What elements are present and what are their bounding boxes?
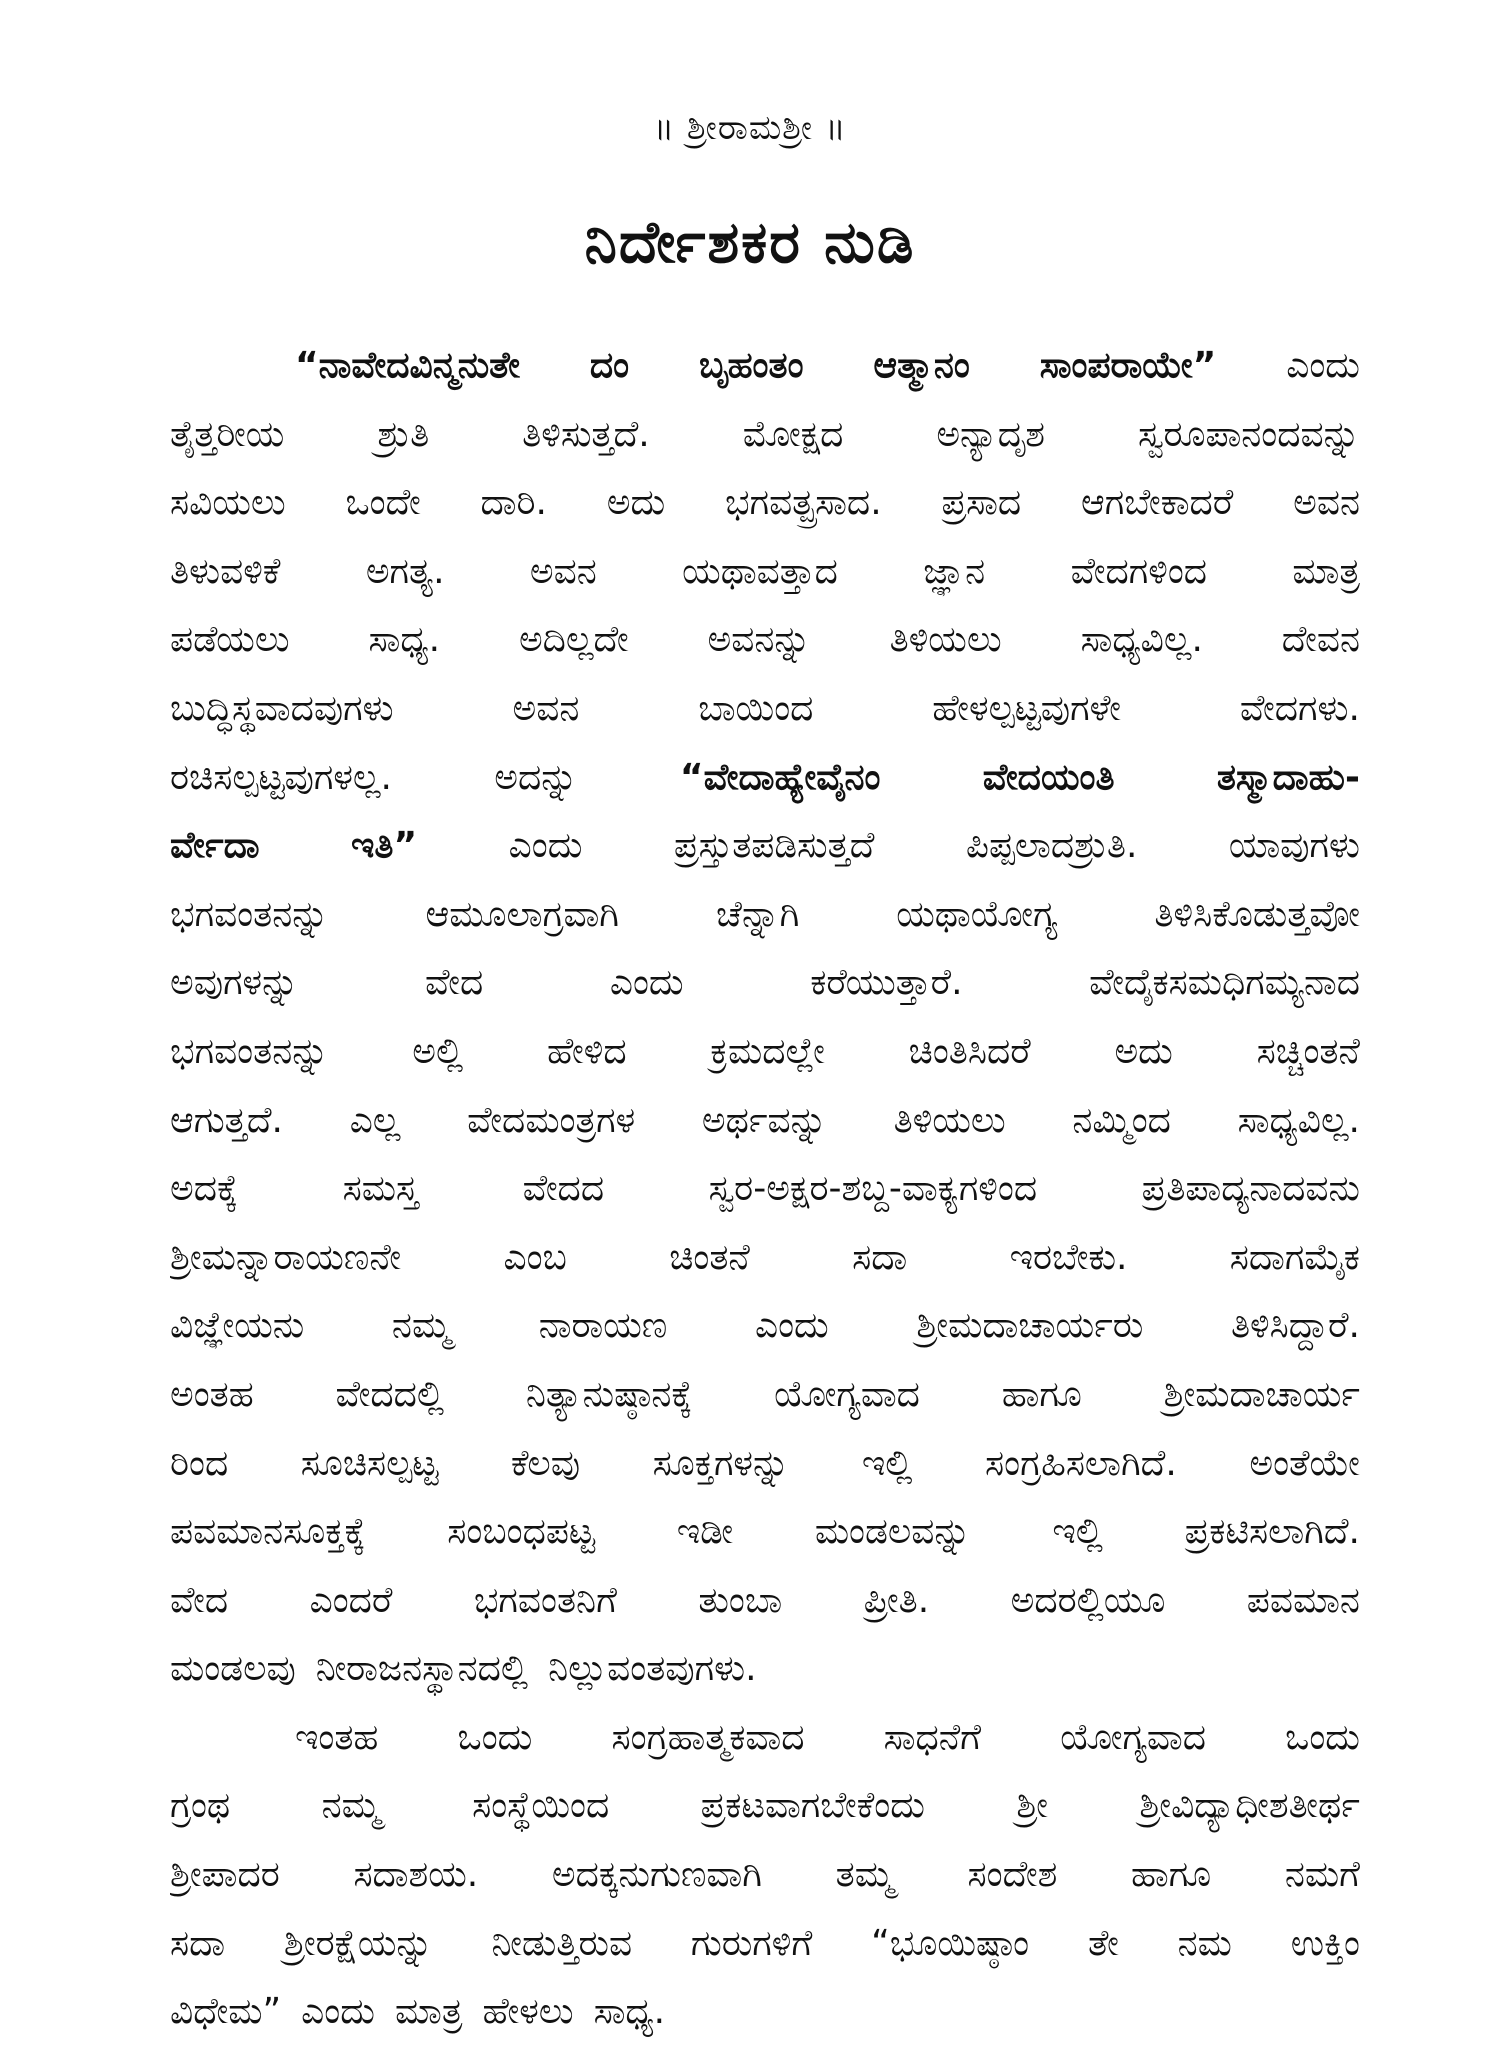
word: ಅದಿಲ್ಲದೇ [518,619,629,661]
word: ಚಿಂತಿಸಿದರೆ [908,1030,1031,1072]
word: ತಿಳಿಸಿದ್ದಾರೆ. [1230,1305,1360,1347]
bold-word: ಬೃಹಂತಂ [699,345,804,386]
word: ಪವಮಾನ [1246,1579,1360,1621]
word: ಹೇಳಲ್ಪಟ್ಟವುಗಳೇ [932,687,1121,729]
word: ಸಾಧನೆಗೆ [883,1716,982,1758]
word: ಅಲ್ಲಿ [412,1030,464,1072]
word: ನಿತ್ಯಾನುಷ್ಠಾನಕ್ಕೆ [525,1373,693,1415]
word: ವಿಜ್ಞೇಯನು [170,1305,305,1347]
word: ತಿಳಿಯಲು [893,1099,1006,1141]
word: ಅದು [606,482,666,524]
word: ಎಂದು [508,825,583,867]
word: ಅವನನ್ನು [707,619,811,661]
word: ದಾರಿ. [480,482,547,524]
word: ನಮ್ಮ [391,1305,452,1347]
word: ಮಂಡಲವು [170,1648,296,1690]
word: ಸದಾ [170,1922,226,1964]
word: ನಮಗೆ [1284,1854,1360,1896]
word: ವೇದಗಳು. [1239,687,1360,729]
bold-word: ಇತಿ” [351,825,418,867]
word: ತಿಳಿಸಿಕೊಡುತ್ತವೋ [1154,893,1360,935]
text-line [170,1018,1360,1087]
word: ಪ್ರಸ್ತುತಪಡಿಸುತ್ತದೆ [673,825,875,867]
word: ಸಚ್ಚಿಂತನೆ [1256,1030,1360,1072]
text-line [170,1978,1360,2047]
word: ಜ್ಞಾನ [923,550,986,592]
word: ಒಂದು [1285,1716,1360,1758]
word: ಬಾಯಿಂದ [698,687,814,729]
text-line [170,1772,1360,1841]
word: ರಚಿಸಲ್ಪಟ್ಟವುಗಳಲ್ಲ. [170,756,392,798]
bold-word: ವೇದಯಂತಿ [982,756,1115,798]
word: ಸದಾಶಯ. [353,1854,479,1896]
word: ತಿಳುವಳಿಕೆ [170,550,281,592]
word: ಮಾತ್ರ [1292,550,1360,592]
word: ಸಂಗ್ರಹಾತ್ಮಕವಾದ [611,1716,805,1758]
word: ಸಾಧ್ಯವಿಲ್ಲ. [1237,1099,1360,1141]
text-line [170,1430,1360,1499]
word: ಕ್ರಮದಲ್ಲೇ [710,1030,825,1072]
word: ಇಲ್ಲಿ [1052,1511,1103,1553]
text-line [170,1361,1360,1430]
word: ತಿಳಿಸುತ್ತದೆ. [522,413,650,455]
bold-word: ದಂ [589,345,630,386]
word: ಸಂಸ್ಥೆಯಿಂದ [472,1785,610,1827]
word: ಇಡೀ [676,1511,734,1553]
text-line [170,1841,1360,1910]
word: ಅನ್ಯಾದೃಶ [936,413,1045,455]
word: ತಮ್ಮ [835,1854,894,1896]
word: ಯೋಗ್ಯವಾದ [774,1373,920,1415]
word: ಹೇಳಿದ [546,1030,627,1072]
text-line [170,1635,1360,1704]
word: ಅವನ [512,687,580,729]
bold-word: “ನಾವೇದವಿನ್ಮನುತೇ [295,345,521,386]
word: ವೇದದಲ್ಲಿ [335,1373,445,1415]
word: “ಭೂಯಿಷ್ಠಾಂ [871,1922,1030,1964]
word: ಶ್ರೀವಿದ್ಯಾಧೀಶತೀರ್ಥ [1139,1785,1360,1827]
word: ತೈತ್ತರೀಯ [170,413,285,455]
word: ನಾರಾಯಣ [538,1305,668,1347]
word: ಸದಾಗಮೈಕ [1229,1236,1360,1278]
word: ಶ್ರೀಮದಾಚಾರ್ಯ [1163,1373,1360,1415]
word: ತುಂಬಾ [698,1579,783,1621]
word: ವೇದಗಳಿಂದ [1070,550,1208,592]
word: ವೇದದ [522,1168,605,1210]
word: ಭಗವಂತನನ್ನು [170,893,329,935]
word: ನಮ್ಮ [321,1785,381,1827]
word: ಸಂಗ್ರಹಿಸಲಾಗಿದೆ. [985,1442,1177,1484]
word: ಬುದ್ಧಿಸ್ಥವಾದವುಗಳು [170,687,394,729]
word: ಒಂದು [457,1716,533,1758]
word: ಅಂತಹ [170,1373,254,1415]
word: ಶ್ರೀ [1016,1785,1049,1827]
text-line [170,332,1360,401]
page-title: ನಿರ್ದೇಶಕರ ನುಡಿ [584,208,916,276]
word: ಯಥಾವತ್ತಾದ [682,550,838,592]
body-text [170,332,1360,2047]
text-line [170,469,1360,538]
word: ವೇದ [170,1579,229,1621]
word: ಎಂಬ [503,1236,567,1278]
word: ಇರಬೇಕು. [1009,1236,1128,1278]
bold-word: ಸಾಂಪರಾಯೇ” [1039,345,1217,386]
text-line [170,949,1360,1018]
text-line [170,1498,1360,1567]
word: ಶ್ರೀಮದಾಚಾರ್ಯರು [916,1305,1144,1347]
text-line [170,1910,1360,1979]
word: ತಿಳಿಯಲು [889,619,1002,661]
word: ನೀಡುತ್ತಿರುವ [491,1922,633,1964]
word: ಅದಕ್ಕನುಗುಣವಾಗಿ [551,1854,762,1896]
word: ಇಲ್ಲಿ [861,1442,913,1484]
word: ಗುರುಗಳಿಗೆ [690,1922,813,1964]
page-invocation: ॥ ಶ್ರೀರಾಮಶ್ರೀ ॥ [653,108,847,148]
word: ಒಂದೇ [345,482,421,524]
word: ನಮ್ಮಿಂದ [1072,1099,1171,1141]
word: ಆಗುತ್ತದೆ. [170,1099,283,1141]
text-line [170,744,1360,813]
text-line [170,1292,1360,1361]
word: ಆಗಬೇಕಾದರೆ [1081,482,1234,524]
text-line [170,1087,1360,1156]
word: ಪವಮಾನಸೂಕ್ತಕ್ಕೆ [170,1511,366,1553]
text-line [170,1567,1360,1636]
word: ಎಲ್ಲ [349,1099,401,1141]
word: ದೇವನ [1281,619,1360,661]
word: ವೇದ [425,962,484,1004]
word: ವಿಧೇಮ” [170,1991,282,2033]
word: ಪ್ರೀತಿ. [863,1579,930,1621]
word: ಹಾಗೂ [1131,1854,1212,1896]
word: ಎಂದು [301,1991,375,2033]
word: ಅಂತೆಯೇ [1249,1442,1360,1484]
word: ಪ್ರತಿಪಾದ್ಯನಾದವನು [1141,1168,1360,1210]
word: ಸಾಧ್ಯ. [593,1991,666,2033]
word: ಮಾತ್ರ [394,1991,463,2033]
word: ಸಮಸ್ತ [342,1168,419,1210]
word: ವೇದಮಂತ್ರಗಳ [467,1099,636,1141]
bold-word: ತಸ್ಮಾದಾಹು- [1216,756,1360,798]
text-line [170,812,1360,881]
word: ಶ್ರುತಿ [377,413,430,455]
word: ಸವಿಯಲು [170,482,286,524]
word: ಪಡೆಯಲು [170,619,290,661]
word: ಅದರಲ್ಲಿಯೂ [1010,1579,1166,1621]
text-line [170,1155,1360,1224]
word: ನೀರಾಜನಸ್ಥಾನದಲ್ಲಿ [315,1648,529,1690]
word: ಸದಾ [852,1236,908,1278]
word: ವೇದೈಕಸಮಧಿಗಮ್ಯನಾದ [1089,962,1360,1004]
text-line [170,538,1360,607]
word: ಪ್ರಕಟವಾಗಬೇಕೆಂದು [700,1785,925,1827]
word: ಪಿಪ್ಪಲಾದಶ್ರುತಿ. [965,825,1138,867]
word: ಶ್ರೀರಕ್ಷೆಯನ್ನು [283,1922,433,1964]
word: ಸೂಚಿಸಲ್ಪಟ್ಟ [300,1442,439,1484]
text-line [170,1704,1360,1773]
word: ಚಿಂತನೆ [669,1236,750,1278]
text-line [170,675,1360,744]
word: ಯಾವುಗಳು [1228,825,1360,867]
word: ಮಂಡಲವನ್ನು [814,1511,971,1553]
bold-word: “ವೇದಾಹ್ಯೇವೈನಂ [679,756,881,798]
text-line [170,881,1360,950]
text-line [170,401,1360,470]
word: ಅರ್ಥವನ್ನು [701,1099,827,1141]
word: ಅವುಗಳನ್ನು [170,962,299,1004]
word: ಆಮೂಲಾಗ್ರವಾಗಿ [425,893,620,935]
word: ಅದು [1114,1030,1173,1072]
word: ಚೆನ್ನಾಗಿ [715,893,800,935]
word: ಶ್ರೀಪಾದರ [170,1854,280,1896]
word: ಸ್ವರ-ಅಕ್ಷರ-ಶಬ್ದ-ವಾಕ್ಯಗಳಿಂದ [708,1168,1038,1210]
word: ಎಂದು [754,1305,829,1347]
word: ಅದಕ್ಕೆ [170,1168,239,1210]
word: ನಿಲ್ಲುವಂತವುಗಳು. [548,1648,757,1690]
word: ಭಗವಂತನಿಗೆ [473,1579,617,1621]
word: ರಿಂದ [170,1442,229,1484]
word: ಶ್ರೀಮನ್ನಾರಾಯಣನೇ [170,1236,402,1278]
word: ಭಗವಂತನನ್ನು [170,1030,329,1072]
word: ಪ್ರಸಾದ [941,482,1022,524]
word: ಭಗವತ್ಪ್ರಸಾದ. [725,482,882,524]
word: ಸೂಕ್ತಗಳನ್ನು [652,1442,790,1484]
text-line [170,606,1360,675]
word: ಕರೆಯುತ್ತಾರೆ. [810,962,963,1004]
bold-word: ರ್ವೇದಾ [170,825,260,867]
word: ನಮ [1177,1922,1232,1964]
word: ಅವನ [1293,482,1360,524]
word: ಎಂದು [1286,345,1360,386]
word: ಪ್ರಕಟಿಸಲಾಗಿದೆ. [1184,1511,1360,1553]
text-line [170,1224,1360,1293]
word: ಹೇಳಲು [482,1991,574,2033]
word: ಅಗತ್ಯ. [365,550,445,592]
word: ಇಂತಹ [295,1716,379,1758]
word: ಉಕ್ತಿಂ [1290,1922,1360,1964]
word: ತೇ [1087,1922,1119,1964]
word: ಸಂಬಂಧಪಟ್ಟ [447,1511,596,1553]
word: ಅವನ [529,550,597,592]
word: ಯಥಾಯೋಗ್ಯ [896,893,1058,935]
word: ಯೋಗ್ಯವಾದ [1060,1716,1206,1758]
bold-word: ಆತ್ಮಾನಂ [873,345,970,386]
word: ಹಾಗೂ [1001,1373,1082,1415]
word: ಅದನ್ನು [494,756,578,798]
word: ಎಂದು [609,962,684,1004]
word: ಎಂದರೆ [309,1579,393,1621]
word: ಸಂದೇಶ [967,1854,1058,1896]
word: ಮೋಕ್ಷದ [742,413,844,455]
word: ಕೆಲವು [510,1442,581,1484]
word: ಸ್ವರೂಪಾನಂದವನ್ನು [1137,413,1360,455]
word: ಸಾಧ್ಯವಿಲ್ಲ. [1080,619,1203,661]
word: ಗ್ರಂಥ [170,1785,231,1827]
word: ಸಾಧ್ಯ. [368,619,441,661]
